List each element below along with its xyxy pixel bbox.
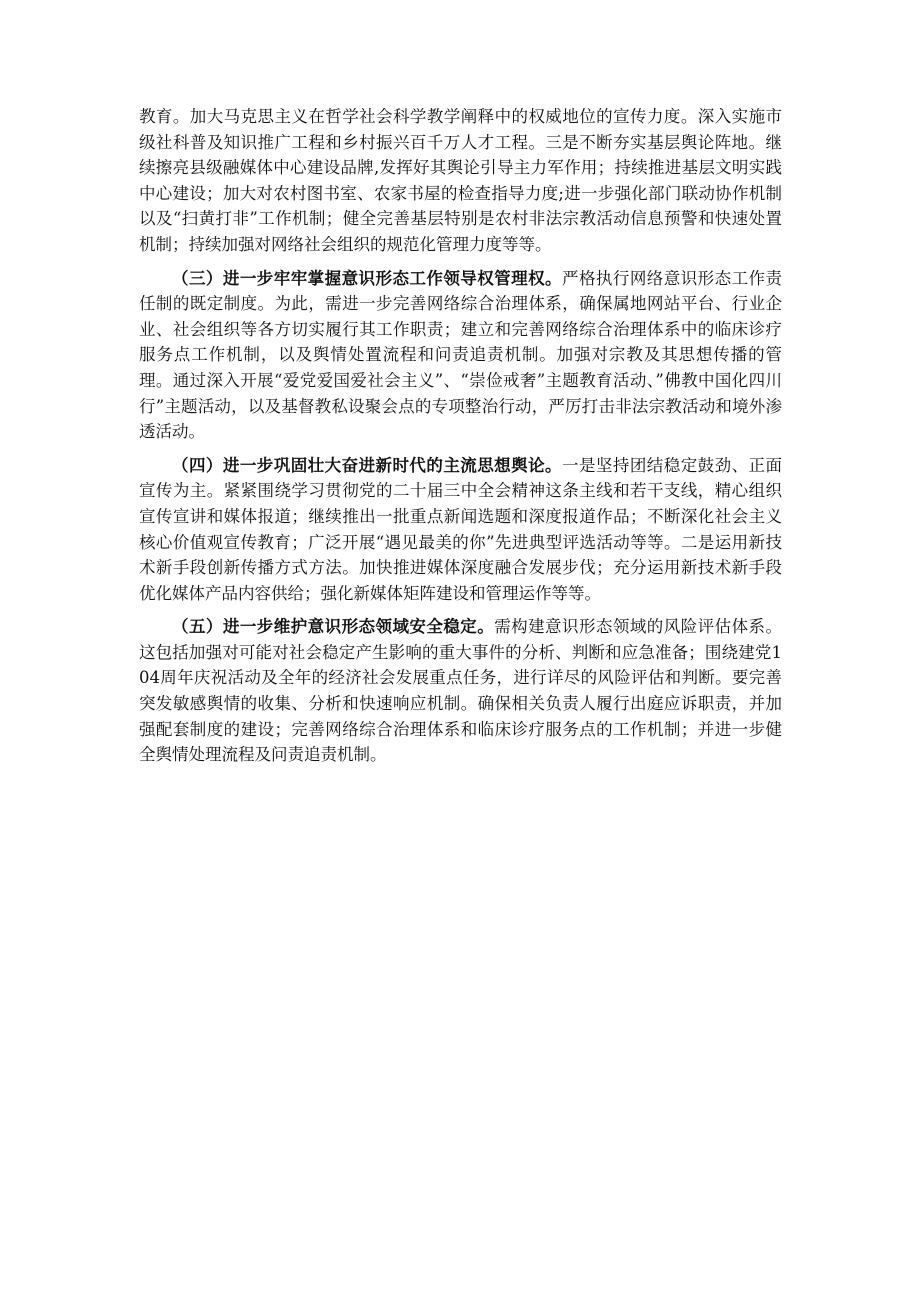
section-heading: （四）进一步巩固壮大奋进新时代的主流思想舆论。 — [172, 455, 563, 475]
paragraph-body: 严格执行网络意识形态工作责任制的既定制度。为此，需进一步完善网络综合治理体系，确保属地网站平台、行业企业、社会组织等各方切实履行其工作职责；建立和完善网络综合治理体系中的临床诊疗服务点工作机制，以及舆情处置流程和问责追责机制。加强对宗教及其思想传播的管理。通过深入开展“爱党爱国爱社会主义”、“崇俭戒奢”主题教育活动、”佛教中国化四川行”主题活动，以及基督教私设聚会点的专项整治行动，严厉打击非法宗教活动和境外渗透活动。 — [139, 268, 783, 442]
paragraph-body: 需构建意识形态领域的风险评估体系。这包括加强对可能对社会稳定产生影响的重大事件的分析、判断和应急准备；围绕建党104周年庆祝活动及全年的经济社会发展重点任务，进行详尽的风险评估和判断。要完善突发敏感舆情的收集、分析和快速响应机制。确保相关负责人履行出庭应诉职责，并加强配套制度的建设；完善网络综合治理体系和临床诊疗服务点的工作机制；并进一步健全舆情处理流程及问责追责机制。 — [139, 617, 783, 765]
paragraph-body: 一是坚持团结稳定鼓劲、正面宣传为主。紧紧围绕学习贯彻党的二十届三中全会精神这条主线和若干支线，精心组织宣传宣讲和媒体报道；继续推出一批重点新闻选题和深度报道作品；不断深化社会主义核心价值观宣传教育；广泛开展“遇见最美的你”先进典型评选活动等等。二是运用新技术新手段创新传播方式方法。加快推进媒体深度融合发展步伐；充分运用新技术新手段优化媒体产品内容供给；强化新媒体矩阵建设和管理运作等等。 — [139, 455, 783, 603]
section-heading: （五）进一步维护意识形态领域安全稳定。 — [172, 617, 495, 637]
paragraph-section-4 — [139, 453, 782, 607]
paragraph-section-5 — [139, 614, 782, 768]
document-page — [139, 104, 782, 768]
paragraph-section-3 — [139, 266, 782, 445]
paragraph-continuation — [139, 104, 782, 258]
section-heading: （三）进一步牢牢掌握意识形态工作领导权管理权。 — [172, 268, 563, 288]
paragraph-body: 教育。加大马克思主义在哲学社会科学教学阐释中的权威地位的宣传力度。深入实施市级社科普及知识推广工程和乡村振兴百千万人才工程。三是不断夯实基层舆论阵地。继续擦亮县级融媒体中心建设品牌,发挥好其舆论引导主力军作用；持续推进基层文明实践中心建设；加大对农村图书室、农家书屋的检查指导力度;进一步强化部门联动协作机制以及“扫黄打非”工作机制；健全完善基层特别是农村非法宗教活动信息预警和快速处置机制；持续加强对网络社会组织的规范化管理力度等等。 — [139, 107, 782, 254]
